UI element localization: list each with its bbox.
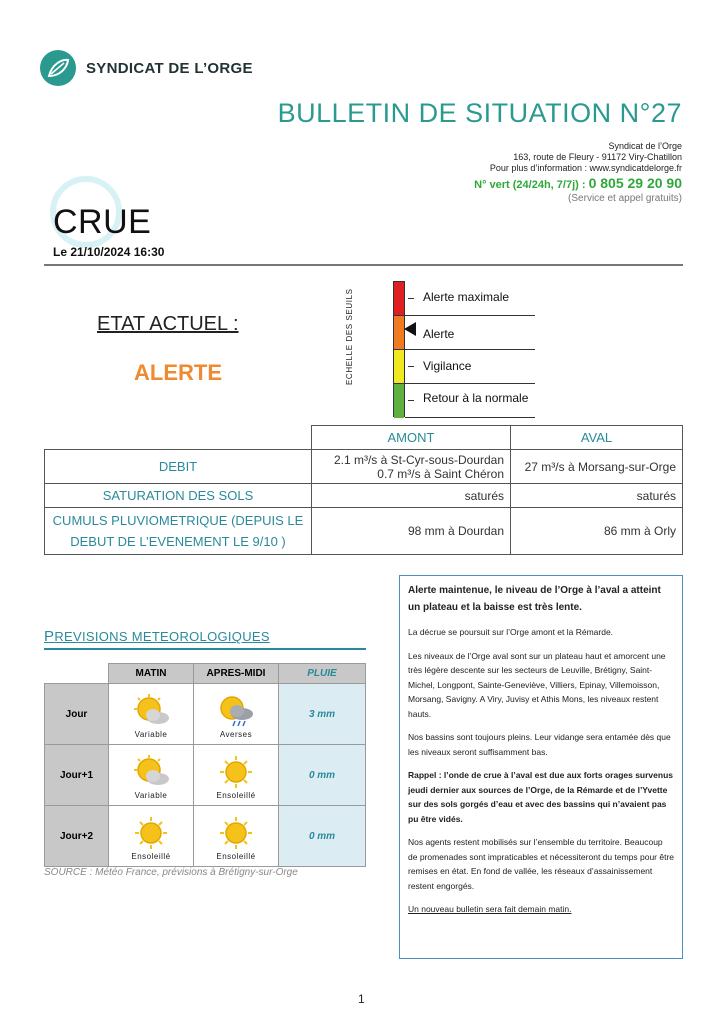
weather-cell	[109, 745, 194, 806]
scale-vertical-label: ECHELLE DES SEUILS	[345, 288, 354, 385]
debit-amont-line: 0.7 m³/s à Saint Chéron	[377, 466, 504, 481]
saturation-amont: saturés	[312, 484, 511, 508]
previsions-title	[44, 628, 270, 645]
level-label: Alerte maximale	[423, 290, 510, 304]
debit-amont	[312, 450, 511, 484]
showers-icon	[216, 694, 256, 728]
level-separator	[405, 383, 535, 384]
level-separator	[405, 315, 535, 316]
cumul-amont: 98 mm à Dourdan	[312, 508, 511, 555]
crue-title: CRUE	[53, 203, 152, 241]
table-row	[45, 745, 366, 806]
org-name: SYNDICAT DE L’ORGE	[86, 60, 253, 77]
weather-table	[44, 663, 366, 867]
table-row	[45, 806, 366, 867]
nvert-line	[474, 175, 682, 193]
weather-label: Averses	[219, 729, 253, 739]
sun-icon	[216, 755, 256, 789]
etat-label: ETAT ACTUEL :	[97, 313, 239, 335]
weather-label: Variable	[134, 790, 168, 800]
table-row	[45, 508, 683, 555]
alert-paragraph: Nos agents restent mobilisés sur l’ensemble du territoire. Beaucoup de promenades sont impraticables et nécessiteront du temps pour être remises en état. En fond de vallée, les réseaux d’assainissement restent engorgés.	[408, 837, 675, 891]
day-label: Jour+2	[45, 806, 109, 867]
contact-line: Syndicat de l’Orge	[608, 141, 682, 151]
cumul-aval: 86 mm à Orly	[511, 508, 683, 555]
weather-label: Ensoleillé	[216, 851, 256, 861]
contact-address: 163, route de Fleury - 91172 Viry-Chatillon	[513, 152, 682, 162]
level-separator	[405, 349, 535, 350]
level-max-swatch	[394, 282, 404, 316]
contact-website[interactable]: Pour plus d’information : www.syndicatdelorge.fr	[489, 163, 682, 173]
partly-cloudy-icon	[131, 694, 171, 728]
pluie-value: 0 mm	[279, 745, 366, 806]
alert-lead: Alerte maintenue, le niveau de l’Orge à l’aval a atteint un plateau et la baisse est très lente.	[408, 585, 661, 613]
threshold-scale	[393, 281, 405, 417]
pluie-value: 3 mm	[279, 684, 366, 745]
day-label: Jour+1	[45, 745, 109, 806]
partly-cloudy-icon	[131, 755, 171, 789]
bulletin-title: BULLETIN DE SITUATION N°27	[277, 98, 682, 128]
table-row	[45, 450, 683, 484]
level-tick	[408, 400, 414, 401]
weather-cell	[109, 806, 194, 867]
alert-paragraph: Nos bassins sont toujours pleins. Leur vidange sera entamée dès que les niveaux seront suffisamment bas.	[408, 732, 671, 757]
level-separator	[405, 417, 535, 418]
alert-message-box	[399, 575, 683, 959]
level-alerte-swatch	[394, 316, 404, 350]
alert-paragraph: La décrue se poursuit sur l’Orge amont et la Rémarde.	[408, 627, 614, 637]
row-label-line: CUMULS PLUVIOMETRIQUE (DEPUIS LE	[52, 513, 304, 528]
level-normal-swatch	[394, 384, 404, 418]
saturation-aval: saturés	[511, 484, 683, 508]
previsions-title-rest: REVISIONS METEOROLOGIQUES	[54, 629, 270, 644]
row-label: SATURATION DES SOLS	[45, 484, 312, 508]
level-tick	[408, 366, 414, 367]
alert-reminder: Rappel : l’onde de crue à l’aval est due aux forts orages survenus jeudi dernier aux sources de l’Orge, de la Rémarde et de l’Yvette sur des sols gorgés d’eau et avec des bassins qui n’avaient pas pu être vidés.	[408, 770, 674, 824]
weather-cell	[194, 806, 279, 867]
row-label	[45, 508, 312, 555]
col-apres-midi-header: APRES-MIDI	[194, 664, 279, 684]
level-vigilance-swatch	[394, 350, 404, 384]
table-row	[45, 484, 683, 508]
table-row	[45, 684, 366, 745]
previsions-title-initial: P	[44, 628, 55, 645]
col-aval-header: AVAL	[511, 426, 683, 450]
debit-amont-line: 2.1 m³/s à St-Cyr-sous-Dourdan	[333, 452, 504, 467]
situation-table	[44, 425, 683, 555]
page-number: 1	[358, 992, 365, 1006]
etat-value: ALERTE	[134, 360, 222, 385]
sun-icon	[131, 816, 171, 850]
level-tick	[408, 298, 414, 299]
level-label: Vigilance	[423, 359, 472, 373]
alert-paragraph: Les niveaux de l’Orge aval sont sur un plateau haut et amorcent une très légère descente sur les secteurs de Leuville, Brétigny, Saint-Michel, Longpont, Sainte-Geneviève, Villiers, Epinay, Villemoisson, Morsang, Savigny. A Viry, Juvisy et Athis Mons, les niveaux restent hauts.	[408, 650, 666, 719]
weather-cell	[194, 684, 279, 745]
current-level-pointer-icon	[404, 322, 416, 336]
next-bulletin-note: Un nouveau bulletin sera fait demain matin.	[408, 904, 572, 914]
weather-cell	[194, 745, 279, 806]
weather-label: Ensoleillé	[216, 790, 256, 800]
crue-date: Le 21/10/2024 16:30	[53, 245, 165, 259]
divider	[44, 648, 366, 650]
weather-label: Ensoleillé	[131, 851, 171, 861]
day-label: Jour	[45, 684, 109, 745]
weather-label: Variable	[134, 729, 168, 739]
contact-block	[474, 141, 682, 205]
pluie-value: 0 mm	[279, 806, 366, 867]
nvert-note: (Service et appel gratuits)	[568, 193, 682, 204]
sun-icon	[216, 816, 256, 850]
level-label: Alerte	[423, 327, 455, 341]
nvert-number[interactable]: 0 805 29 20 90	[588, 175, 682, 191]
divider	[44, 264, 683, 266]
debit-aval: 27 m³/s à Morsang-sur-Orge	[511, 450, 683, 484]
col-amont-header: AMONT	[312, 426, 511, 450]
col-pluie-header: PLUIE	[279, 664, 366, 684]
weather-source: SOURCE : Météo France, prévisions à Brétigny-sur-Orge	[44, 867, 298, 878]
col-matin-header: MATIN	[109, 664, 194, 684]
weather-cell	[109, 684, 194, 745]
logo-icon	[40, 50, 76, 86]
row-label-line: DEBUT DE L’EVENEMENT LE 9/10 )	[70, 534, 286, 549]
row-label: DEBIT	[45, 450, 312, 484]
level-label: Retour à la normale	[423, 391, 529, 405]
nvert-label: N° vert (24/24h, 7/7j) :	[474, 179, 589, 191]
